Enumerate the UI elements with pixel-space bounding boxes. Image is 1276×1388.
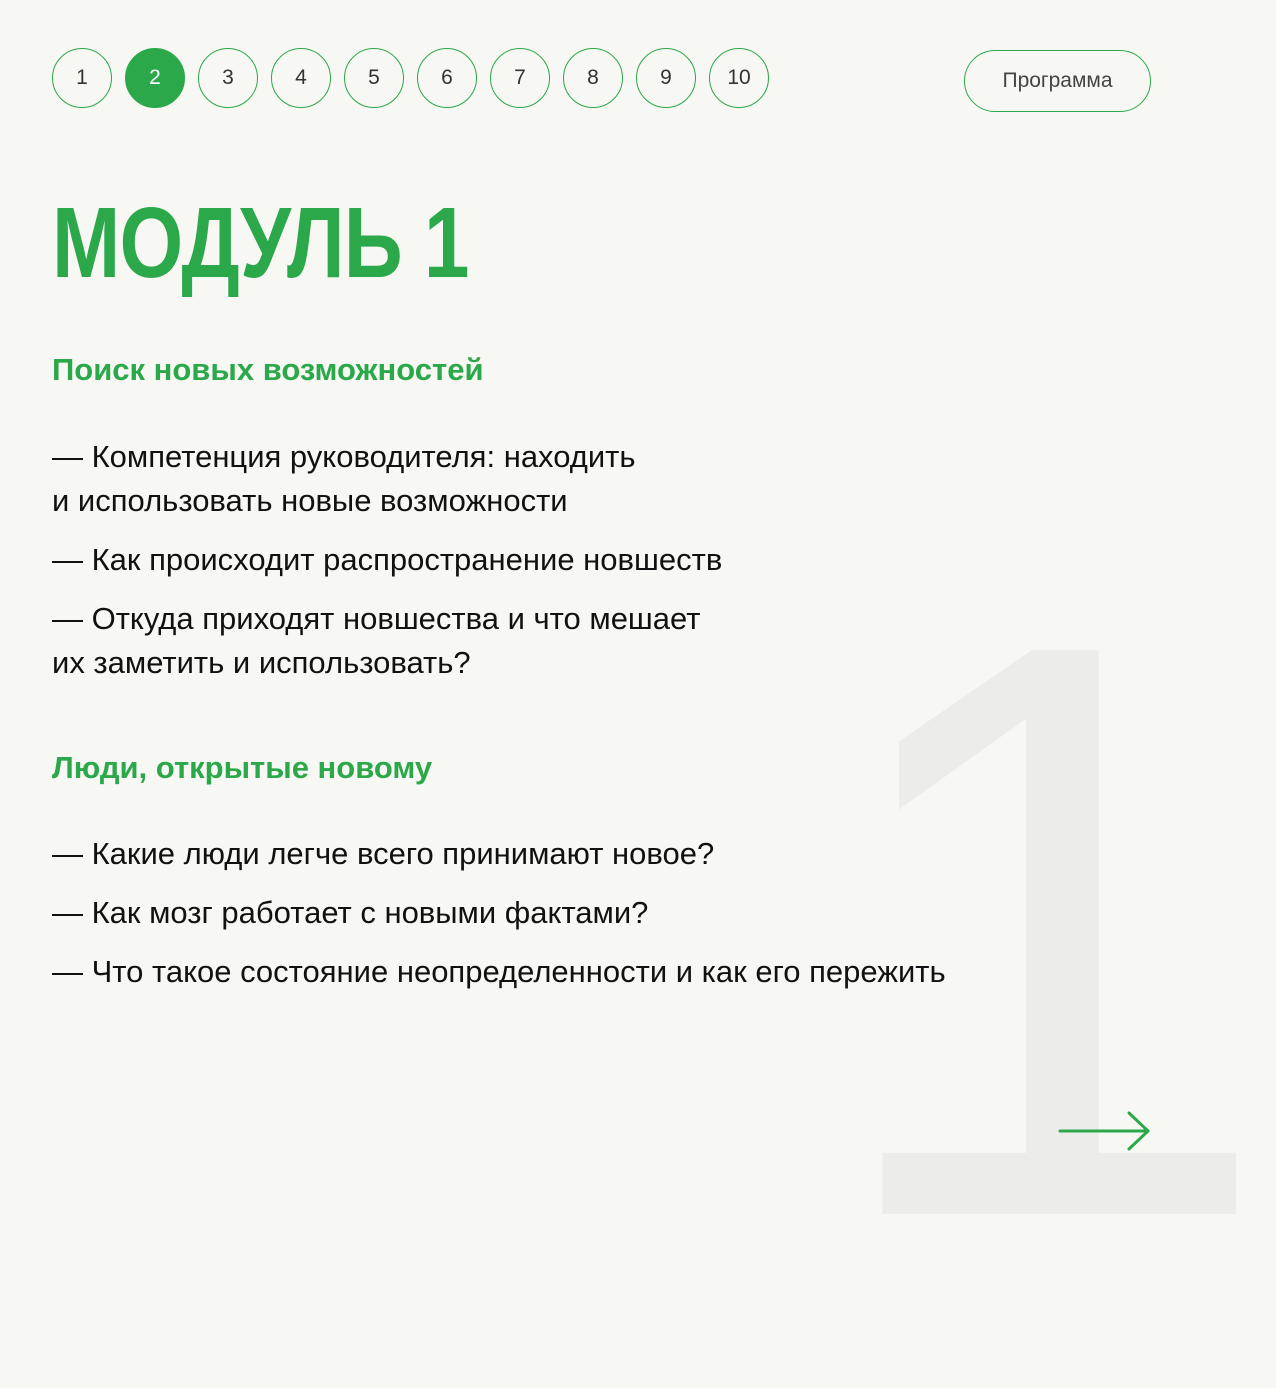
page-button-9[interactable]: 9 <box>636 48 696 108</box>
page-button-4[interactable]: 4 <box>271 48 331 108</box>
list-item: — Что такое состояние неопределенности и как его пережить <box>52 954 946 989</box>
page-button-2-active[interactable]: 2 <box>125 48 185 108</box>
page-title: МОДУЛЬ 1 <box>52 187 469 299</box>
background-number: 1 <box>820 472 1276 1388</box>
module-content <box>52 348 1052 994</box>
page-pagination <box>52 48 769 108</box>
page-button-5[interactable]: 5 <box>344 48 404 108</box>
topic-list <box>52 832 1052 994</box>
arrow-right-icon <box>1058 1110 1152 1152</box>
next-button[interactable] <box>1058 1110 1152 1152</box>
list-item: — Как мозг работает с новыми фактами? <box>52 895 649 930</box>
program-button[interactable]: Программа <box>964 50 1151 112</box>
list-item: — Какие люди легче всего принимают новое? <box>52 836 715 871</box>
list-item: — Компетенция руководителя: находить и использовать новые возможности <box>52 439 636 518</box>
list-item: — Как происходит распространение новшеств <box>52 542 723 577</box>
page-button-6[interactable]: 6 <box>417 48 477 108</box>
topic-list <box>52 435 1052 685</box>
page-button-3[interactable]: 3 <box>198 48 258 108</box>
section-open-people <box>52 746 1052 994</box>
page-button-7[interactable]: 7 <box>490 48 550 108</box>
section-heading: Поиск новых возможностей <box>52 352 484 387</box>
section-heading: Люди, открытые новому <box>52 750 433 785</box>
list-item: — Откуда приходят новшества и что мешает их заметить и использовать? <box>52 601 701 680</box>
page-button-10[interactable]: 10 <box>709 48 769 108</box>
page-button-8[interactable]: 8 <box>563 48 623 108</box>
page-button-1[interactable]: 1 <box>52 48 112 108</box>
section-new-opportunities <box>52 348 1052 685</box>
